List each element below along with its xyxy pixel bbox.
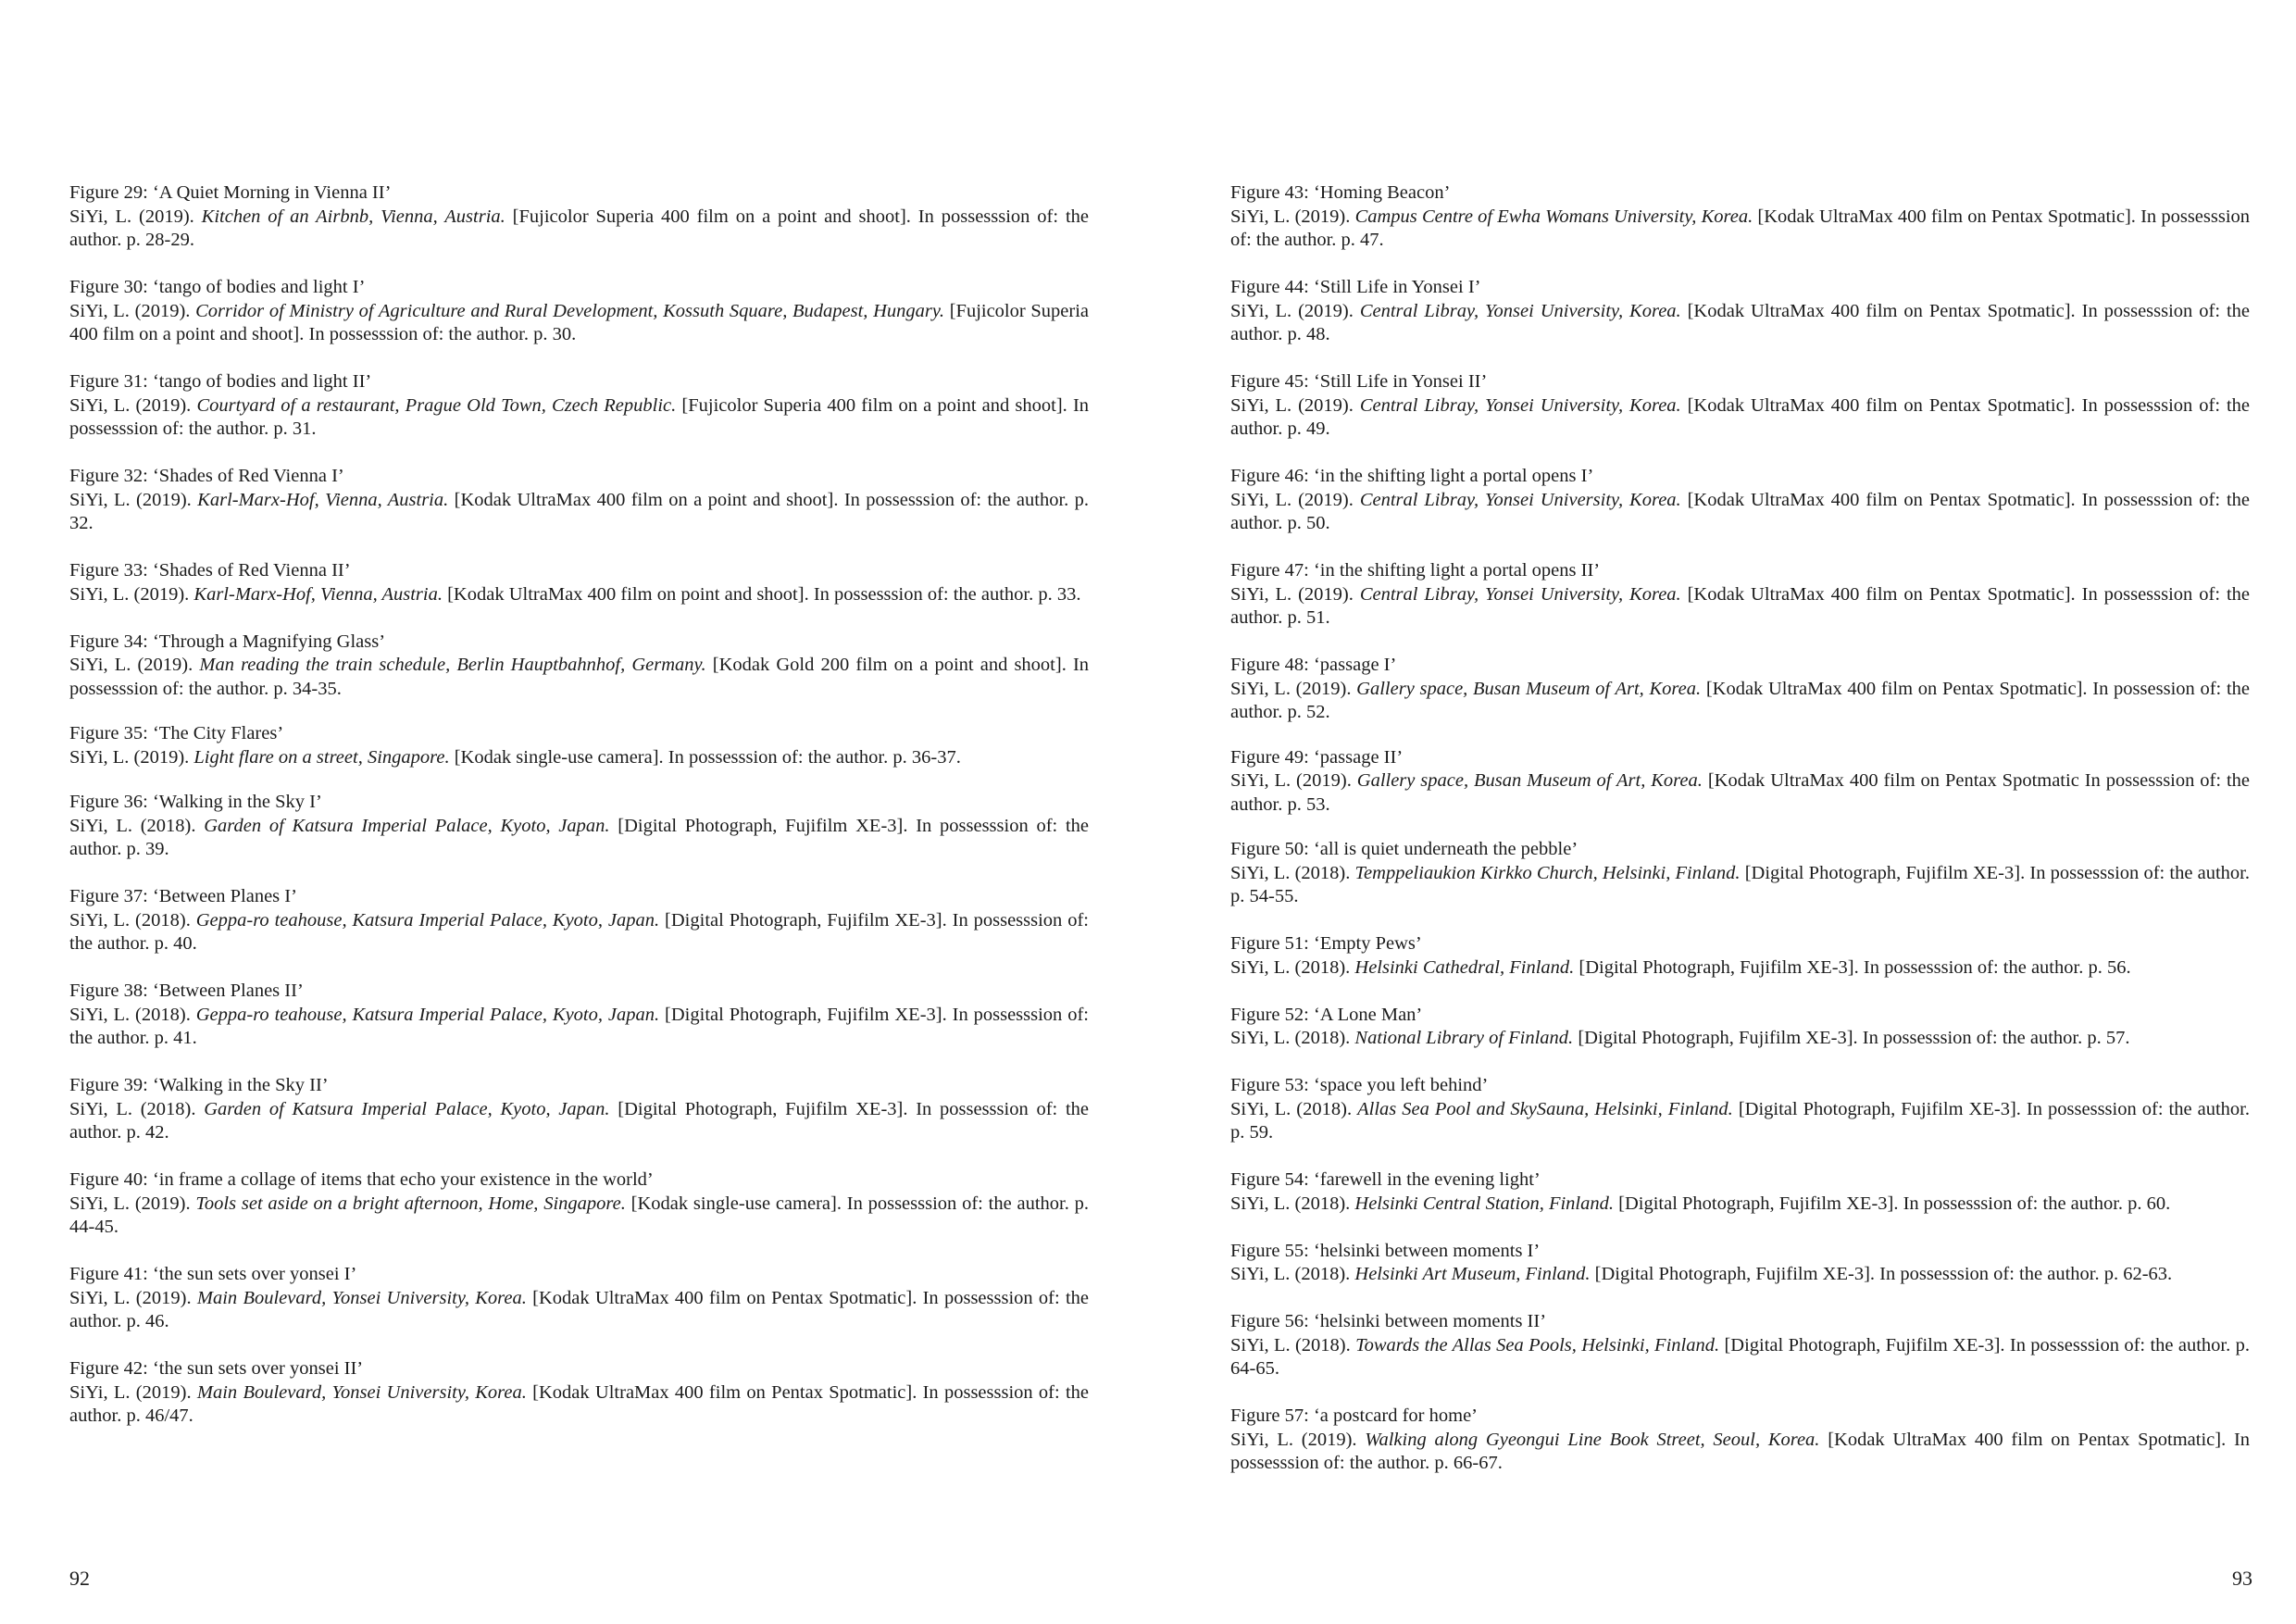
citation-author: SiYi, L. (2019). [69, 1381, 192, 1403]
figure-entry-55 [1230, 1240, 2250, 1287]
figure-caption: Figure 32: ‘Shades of Red Vienna I’ [69, 466, 344, 486]
citation-title: Helsinki Central Station, Finland. [1354, 1193, 1614, 1214]
figure-caption: Figure 45: ‘Still Life in Yonsei II’ [1230, 371, 1488, 392]
citation-title: Temppeliaukion Kirkko Church, Helsinki, Finland. [1354, 862, 1741, 883]
figure-caption: Figure 56: ‘helsinki between moments II’ [1230, 1311, 1547, 1331]
left-page [69, 181, 1089, 1452]
citation [69, 746, 1089, 770]
citation [69, 206, 1089, 253]
figure-entry-51 [1230, 932, 2250, 980]
citation-author: SiYi, L. (2019). [69, 206, 194, 227]
citation [1230, 1027, 2250, 1051]
figure-entry-33 [69, 559, 1089, 606]
citation-details: [Digital Photograph, Fujifilm XE-3]. In possesssion of: the author. p. 42. [69, 1098, 1090, 1143]
citation [69, 815, 1089, 862]
citation [69, 654, 1089, 701]
citation-author: SiYi, L. (2018). [1230, 1334, 1351, 1355]
citation-details: [Kodak UltraMax 400 film on Pentax Spotmatic]. In possesssion of: the author. p. 49. [1230, 394, 2250, 439]
citation [1230, 678, 2250, 725]
figure-caption: Figure 42: ‘the sun sets over yonsei II’ [69, 1358, 364, 1379]
citation-title: National Library of Finland. [1354, 1028, 1574, 1048]
citation-title: Towards the Allas Sea Pools, Helsinki, Finland. [1355, 1334, 1720, 1355]
citation-author: SiYi, L. (2018). [1230, 862, 1351, 883]
citation-details: [Kodak single-use camera]. In possesssion of: the author. p. 36-37. [454, 746, 961, 768]
figure-caption: Figure 48: ‘passage I’ [1230, 655, 1397, 675]
figure-caption: Figure 46: ‘in the shifting light a portal opens I’ [1230, 466, 1594, 486]
figure-caption: Figure 55: ‘helsinki between moments I’ [1230, 1240, 1541, 1261]
figure-caption: Figure 30: ‘tango of bodies and light I’ [69, 277, 366, 297]
citation-title: Tools set aside on a bright afternoon, Home, Singapore. [195, 1193, 626, 1214]
citation-details: [Kodak UltraMax 400 film on point and shoot]. In possesssion of: the author. p. 33. [447, 583, 1081, 605]
citation-title: Kitchen of an Airbnb, Vienna, Austria. [201, 206, 505, 227]
citation [1230, 1334, 2250, 1381]
citation [1230, 769, 2250, 817]
figure-entry-37 [69, 885, 1089, 956]
citation-title: Central Libray, Yonsei University, Korea. [1359, 583, 1681, 605]
citation-title: Gallery space, Busan Museum of Art, Korea. [1356, 678, 1702, 699]
citation [69, 394, 1089, 442]
citation-author: SiYi, L. (2019). [1230, 489, 1354, 510]
citation [1230, 956, 2250, 981]
figure-caption: Figure 47: ‘in the shifting light a portal opens II’ [1230, 560, 1601, 581]
citation [1230, 1429, 2250, 1476]
figure-caption: Figure 33: ‘Shades of Red Vienna II’ [69, 560, 351, 581]
citation-title: Allas Sea Pool and SkySauna, Helsinki, Finland. [1357, 1098, 1733, 1119]
page-number-right: 93 [2232, 1567, 2252, 1590]
citation-title: Garden of Katsura Imperial Palace, Kyoto, Japan. [204, 1098, 610, 1119]
citation-details: [Digital Photograph, Fujifilm XE-3]. In possesssion of: the author. p. 62-63. [1594, 1264, 2173, 1284]
citation [69, 1098, 1089, 1145]
figure-caption: Figure 57: ‘a postcard for home’ [1230, 1405, 1478, 1426]
citation-author: SiYi, L. (2019). [1230, 300, 1354, 321]
citation-author: SiYi, L. (2019). [1230, 770, 1352, 791]
citation-author: SiYi, L. (2018). [69, 1098, 196, 1119]
citation [1230, 1193, 2250, 1217]
citation-title: Central Libray, Yonsei University, Korea. [1359, 300, 1681, 321]
figure-entry-35 [69, 722, 1089, 769]
citation-author: SiYi, L. (2019). [69, 746, 190, 768]
citation-author: SiYi, L. (2018). [1230, 956, 1351, 978]
citation [1230, 300, 2250, 347]
citation-author: SiYi, L. (2018). [1230, 1028, 1351, 1048]
citation-details: [Digital Photograph, Fujifilm XE-3]. In possesssion of: the author. p. 39. [69, 815, 1090, 859]
figure-entry-45 [1230, 370, 2250, 442]
citation-author: SiYi, L. (2019). [69, 1193, 191, 1214]
citation-author: SiYi, L. (2019). [1230, 1429, 1357, 1450]
citation-details: [Kodak UltraMax 400 film on Pentax Spotmatic]. In possesssion of: the author. p. 50. [1230, 489, 2250, 533]
citation-author: SiYi, L. (2018). [1230, 1098, 1353, 1119]
figure-entry-29 [69, 181, 1089, 253]
citation [1230, 583, 2250, 631]
figure-entry-46 [1230, 465, 2250, 536]
citation-author: SiYi, L. (2018). [1230, 1264, 1351, 1284]
citation-title: Man reading the train schedule, Berlin Hauptbahnhof, Germany. [199, 655, 706, 675]
citation [69, 583, 1089, 607]
citation-title: Karl-Marx-Hof, Vienna, Austria. [193, 583, 443, 605]
figure-caption: Figure 37: ‘Between Planes I’ [69, 886, 297, 906]
citation [69, 1193, 1089, 1240]
figure-entry-44 [1230, 276, 2250, 347]
citation-author: SiYi, L. (2018). [69, 909, 191, 931]
citation-details: [Digital Photograph, Fujifilm XE-3]. In possesssion of: the author. p. 59. [1230, 1098, 2250, 1143]
figure-caption: Figure 50: ‘all is quiet underneath the pebble’ [1230, 839, 1578, 859]
figure-entry-56 [1230, 1310, 2250, 1381]
citation-author: SiYi, L. (2019). [69, 300, 191, 321]
citation-author: SiYi, L. (2019). [1230, 678, 1352, 699]
citation-author: SiYi, L. (2019). [1230, 206, 1351, 227]
citation-title: Walking along Gyeongui Line Book Street, Seoul, Korea. [1365, 1429, 1820, 1450]
figure-entry-40 [69, 1168, 1089, 1240]
figure-entry-54 [1230, 1168, 2250, 1216]
figure-entry-47 [1230, 559, 2250, 631]
figure-caption: Figure 53: ‘space you left behind’ [1230, 1075, 1489, 1095]
citation [69, 1381, 1089, 1429]
figure-entry-32 [69, 465, 1089, 536]
citation-title: Geppa-ro teahouse, Katsura Imperial Palace, Kyoto, Japan. [195, 1004, 660, 1025]
citation-details: [Fujicolor Superia 400 film on a point and shoot]. In possesssion of: the author. p. 30. [69, 300, 1090, 344]
citation-author: SiYi, L. (2019). [69, 583, 190, 605]
citation-details: [Kodak UltraMax 400 film on Pentax Spotmatic]. In possession of: the author. p. 52. [1230, 678, 2251, 722]
figure-caption: Figure 40: ‘in frame a collage of items that echo your existence in the world’ [69, 1169, 654, 1190]
citation-author: SiYi, L. (2018). [69, 1004, 191, 1025]
citation-details: [Fujicolor Superia 400 film on a point and shoot]. In possesssion of: the author. p. 28-29. [69, 206, 1090, 250]
figure-caption: Figure 43: ‘Homing Beacon’ [1230, 182, 1451, 203]
figure-entry-42 [69, 1357, 1089, 1429]
citation-details: [Kodak UltraMax 400 film on Pentax Spotmatic]. In possesssion of: the author. p. 46. [69, 1287, 1090, 1331]
figure-entry-39 [69, 1074, 1089, 1145]
citation-details: [Digital Photograph, Fujifilm XE-3]. In possesssion of: the author. p. 54-55. [1230, 862, 2250, 906]
figure-entry-50 [1230, 838, 2250, 909]
citation [69, 909, 1089, 956]
figure-caption: Figure 49: ‘passage II’ [1230, 746, 1404, 768]
figure-entry-34 [69, 631, 1089, 702]
figure-caption: Figure 39: ‘Walking in the Sky II’ [69, 1075, 329, 1095]
citation-details: [Kodak UltraMax 400 film on Pentax Spotmatic]. In possesssion of: the author. p. 46/47. [69, 1381, 1090, 1426]
figure-caption: Figure 52: ‘A Lone Man’ [1230, 1004, 1423, 1025]
citation [1230, 489, 2250, 536]
figure-entry-53 [1230, 1074, 2250, 1145]
figure-caption: Figure 34: ‘Through a Magnifying Glass’ [69, 631, 386, 652]
citation [69, 1287, 1089, 1334]
figure-entry-30 [69, 276, 1089, 347]
citation-details: [Kodak UltraMax 400 film on Pentax Spotmatic]. In possesssion of: the author. p. 51. [1230, 583, 2250, 628]
figure-entry-31 [69, 370, 1089, 442]
citation-details: [Kodak single-use camera]. In possesssion of: the author. p. 44-45. [69, 1193, 1089, 1237]
figure-caption: Figure 35: ‘The City Flares’ [69, 723, 284, 743]
citation-title: Light flare on a street, Singapore. [193, 746, 450, 768]
citation [1230, 206, 2250, 253]
figure-caption: Figure 38: ‘Between Planes II’ [69, 981, 304, 1001]
citation-title: Central Libray, Yonsei University, Korea. [1359, 394, 1681, 416]
citation [69, 489, 1089, 536]
figure-entry-41 [69, 1263, 1089, 1334]
citation-title: Gallery space, Busan Museum of Art, Korea. [1356, 770, 1703, 791]
citation-title: Garden of Katsura Imperial Palace, Kyoto, Japan. [204, 815, 610, 836]
citation-details: [Digital Photograph, Fujifilm XE-3]. In possesssion of: the author. p. 57. [1578, 1028, 2130, 1048]
citation [1230, 394, 2250, 442]
figure-caption: Figure 29: ‘A Quiet Morning in Vienna II’ [69, 182, 392, 203]
citation-title: Geppa-ro teahouse, Katsura Imperial Palace, Kyoto, Japan. [195, 909, 660, 931]
citation-details: [Digital Photograph, Fujifilm XE-3]. In possesssion of: the author. p. 56. [1578, 956, 2131, 978]
citation-title: Central Libray, Yonsei University, Korea. [1359, 489, 1681, 510]
citation-author: SiYi, L. (2019). [69, 1287, 192, 1308]
citation-author: SiYi, L. (2019). [69, 394, 192, 416]
figure-caption: Figure 36: ‘Walking in the Sky I’ [69, 792, 322, 812]
citation-details: [Digital Photograph, Fujifilm XE-3]. In possesssion of: the author. p. 40. [69, 909, 1089, 954]
right-page [1230, 181, 2250, 1499]
citation-details: [Kodak UltraMax 400 film on Pentax Spotmatic]. In possesssion of: the author. p. 47. [1230, 206, 2251, 250]
citation-author: SiYi, L. (2019). [69, 655, 193, 675]
citation [1230, 1263, 2250, 1287]
citation [69, 300, 1089, 347]
citation-author: SiYi, L. (2019). [1230, 583, 1354, 605]
citation [1230, 1098, 2250, 1145]
figure-caption: Figure 44: ‘Still Life in Yonsei I’ [1230, 277, 1481, 297]
citation-details: [Digital Photograph, Fujifilm XE-3]. In possesssion of: the author. p. 60. [1618, 1193, 2171, 1214]
citation-title: Helsinki Art Museum, Finland. [1354, 1264, 1591, 1284]
figure-caption: Figure 41: ‘the sun sets over yonsei I’ [69, 1264, 357, 1284]
figure-entry-52 [1230, 1004, 2250, 1051]
figure-entry-48 [1230, 654, 2250, 725]
citation-details: [Kodak UltraMax 400 film on Pentax Spotmatic]. In possesssion of: the author. p. 66-67. [1230, 1429, 2251, 1473]
citation-details: [Digital Photograph, Fujifilm XE-3]. In possesssion of: the author. p. 41. [69, 1004, 1089, 1048]
figure-caption: Figure 51: ‘Empty Pews’ [1230, 933, 1422, 954]
citation-title: Courtyard of a restaurant, Prague Old Town, Czech Republic. [196, 394, 677, 416]
figure-caption: Figure 54: ‘farewell in the evening light’ [1230, 1169, 1541, 1190]
citation-author: SiYi, L. (2018). [1230, 1193, 1351, 1214]
citation-details: [Kodak Gold 200 film on a point and shoot]. In possesssion of: the author. p. 34-35. [69, 655, 1090, 699]
citation-title: Main Boulevard, Yonsei University, Korea. [196, 1381, 527, 1403]
citation-details: [Kodak UltraMax 400 film on Pentax Spotmatic]. In possesssion of: the author. p. 48. [1230, 300, 2250, 344]
figure-entry-36 [69, 791, 1089, 862]
citation [1230, 862, 2250, 909]
citation-author: SiYi, L. (2019). [69, 489, 192, 510]
page-number-left: 92 [69, 1567, 90, 1590]
figure-entry-43 [1230, 181, 2250, 253]
figure-entry-38 [69, 980, 1089, 1051]
citation-title: Helsinki Cathedral, Finland. [1354, 956, 1575, 978]
citation-title: Main Boulevard, Yonsei University, Korea. [196, 1287, 527, 1308]
citation-title: Campus Centre of Ewha Womans University, Korea. [1354, 206, 1753, 227]
citation-details: [Digital Photograph, Fujifilm XE-3]. In possesssion of: the author. p. 64-65. [1230, 1334, 2250, 1379]
figure-caption: Figure 31: ‘tango of bodies and light II’ [69, 371, 372, 392]
citation-details: [Kodak UltraMax 400 film on Pentax Spotmatic In possesssion of: the author. p. 53. [1230, 770, 2251, 815]
citation-details: [Kodak UltraMax 400 film on a point and shoot]. In possesssion of: the author. p. 32. [69, 489, 1090, 533]
figure-entry-57 [1230, 1405, 2250, 1476]
citation-title: Karl-Marx-Hof, Vienna, Austria. [197, 489, 449, 510]
citation [69, 1004, 1089, 1051]
citation-details: [Fujicolor Superia 400 film on a point and shoot]. In possesssion of: the author. p. 31. [69, 394, 1090, 439]
citation-author: SiYi, L. (2018). [69, 815, 196, 836]
citation-author: SiYi, L. (2019). [1230, 394, 1354, 416]
citation-title: Corridor of Ministry of Agriculture and Rural Development, Kossuth Square, Budapest, Hungary. [195, 300, 945, 321]
figure-entry-49 [1230, 746, 2250, 818]
